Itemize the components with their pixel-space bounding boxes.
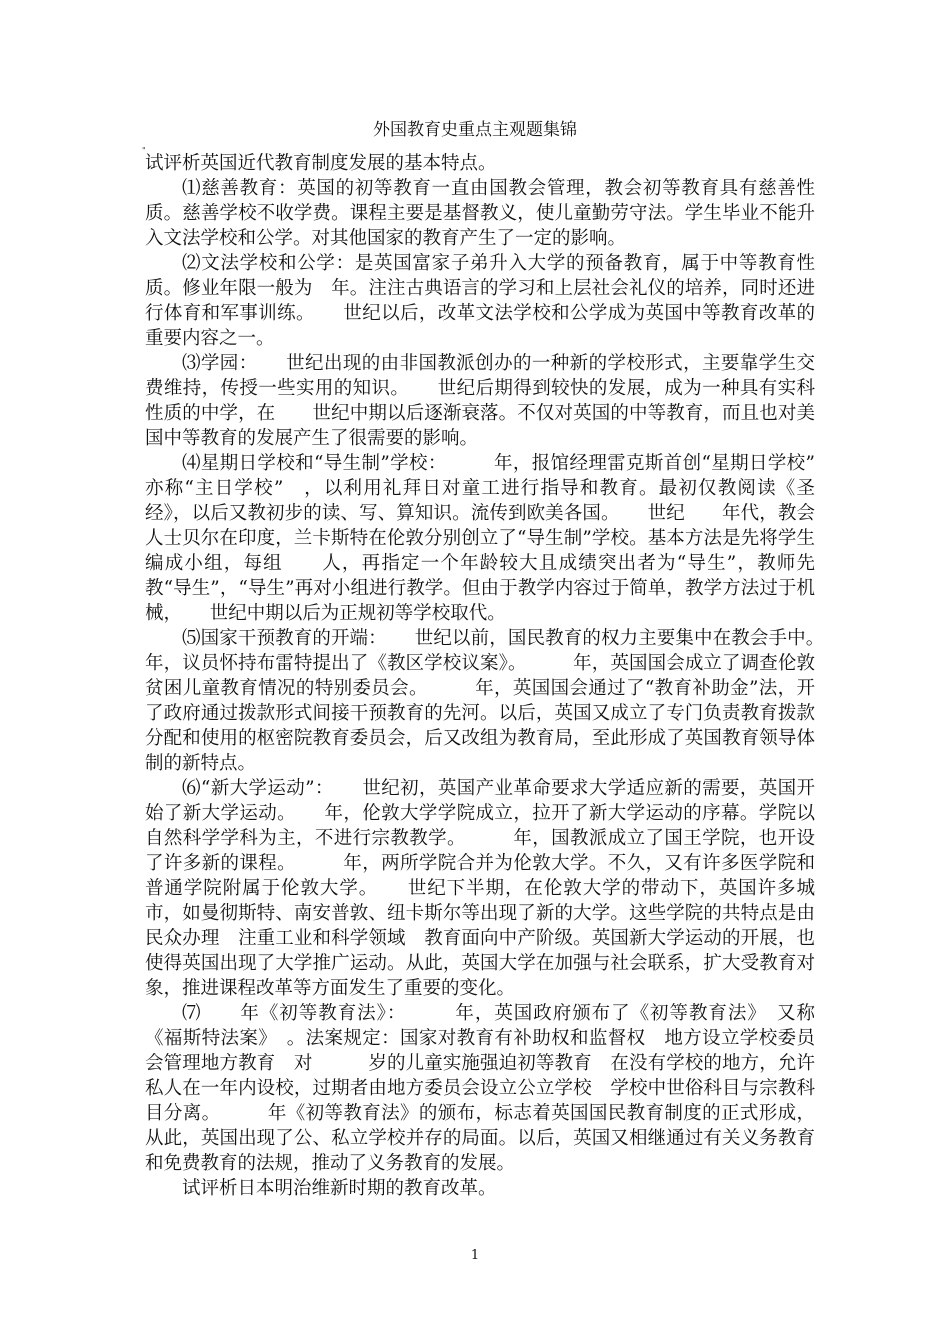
question-heading-uk: 试评析英国近代教育制度发展的基本特点。 — [145, 153, 497, 174]
document-body — [145, 151, 871, 1201]
paragraph-state-intervention: ⑸国家干预教育的开端： 世纪以前，国民教育的权力主要集中在教会手中。 年，议员怀持布雷特提出了《教区学校议案》。 年，英国国会成立了调查伦敦贫困儿童教育情况的特别委员会。 年，英国国会通过了“教育补助金”法，开了政府通过拨款形式间接干预教育的先河。以后，英国又成立了专门负责教育拨款分配和使用的枢密院教育委员会，后又改组为教育局，至此形成了英国教育领导体制的新特点。 — [145, 628, 871, 774]
document-title: 外国教育史重点主观题集锦 — [373, 120, 577, 140]
paragraph-elementary-education-act: ⑺ 年《初等教育法》： 年，英国政府颁布了《初等教育法》 又称《福斯特法案》 。法案规定：国家对教育有补助权和监督权 地方设立学校委员会管理地方教育 对 岁的儿童实施强迫初等教育 在没有学校的地方，允许私人在一年内设校，过期者由地方委员会设立公立学校 学校中世俗科目与宗教科目分离。 年《初等教育法》的颁布，标志着英国国民教育制度的正式形成，从此，英国出现了公、私立学校并存的局面。以后，英国又相继通过有关义务教育和免费教育的法规，推动了义务教育的发展。 — [145, 1003, 815, 1174]
paragraph-sunday-schools: ⑷星期日学校和“导生制”学校： 年，报馆经理雷克斯首创“星期日学校” 亦称“主日学校” ，以利用礼拜日对童工进行指导和教育。最初仅教阅读《圣经》，以后又教初步的读、写、算知识。流传到欧美各国。 世纪 年代，教会人士贝尔在印度，兰卡斯特在伦敦分别创立了“导生制”学校。基本方法是先将学生编成小组，每组 人，再指定一个年龄较大且成绩突出者为“导生”，教师先教“导生”，“导生”再对小组进行教学。但由于教学内容过于简单，教学方法过于机械， 世纪中期以后为正规初等学校取代。 — [145, 453, 834, 624]
paragraph-academies: ⑶学园： 世纪出现的由非国教派创办的一种新的学校形式，主要靠学生交费维持，传授一些实用的知识。 世纪后期得到较快的发展，成为一种具有实科性质的中学，在 世纪中期以后逐渐衰落。不仅对英国的中等教育，而且也对美国中等教育的发展产生了很需要的影响。 — [145, 353, 815, 449]
paragraph-grammar-schools: ⑵文法学校和公学：是英国富家子弟升入大学的预备教育，属于中等教育性质。修业年限一般为 年。注注古典语言的学习和上层社会礼仪的培养，同时还进行体育和军事训练。 世纪以后，改革文法学校和公学成为英国中等教育改革的重要内容之一。 — [145, 253, 815, 349]
corner-mark: " — [142, 146, 146, 155]
page-number: 1 — [470, 1248, 480, 1263]
paragraph-charity-education: ⑴慈善教育：英国的初等教育一直由国教会管理，教会初等教育具有慈善性质。慈善学校不收学费。课程主要是基督教义，使儿童勤劳守法。学生毕业不能升入文法学校和公学。对其他国家的教育产生了一定的影响。 — [145, 178, 815, 249]
question-heading-japan: 试评析日本明治维新时期的教育改革。 — [182, 1178, 497, 1199]
paragraph-new-university-movement: ⑹“新大学运动”： 世纪初，英国产业革命要求大学适应新的需要，英国开始了新大学运动。 年，伦敦大学学院成立，拉开了新大学运动的序幕。学院以自然科学学科为主，不进行宗教教学。 年，国教派成立了国王学院，也开设了许多新的课程。 年，两所学院合并为伦敦大学。不久，又有许多医学院和普通学院附属于伦敦大学。 世纪下半期，在伦敦大学的带动下，英国许多城市，如曼彻斯特、南安普敦、纽卡斯尔等出现了新的大学。这些学院的共特点是由民众办理 注重工业和科学领域 教育面向中产阶级。英国新大学运动的开展，也使得英国出现了大学推广运动。从此，英国大学在加强与社会联系，扩大受教育对象，推进课程改革等方面发生了重要的变化。 — [145, 778, 815, 999]
